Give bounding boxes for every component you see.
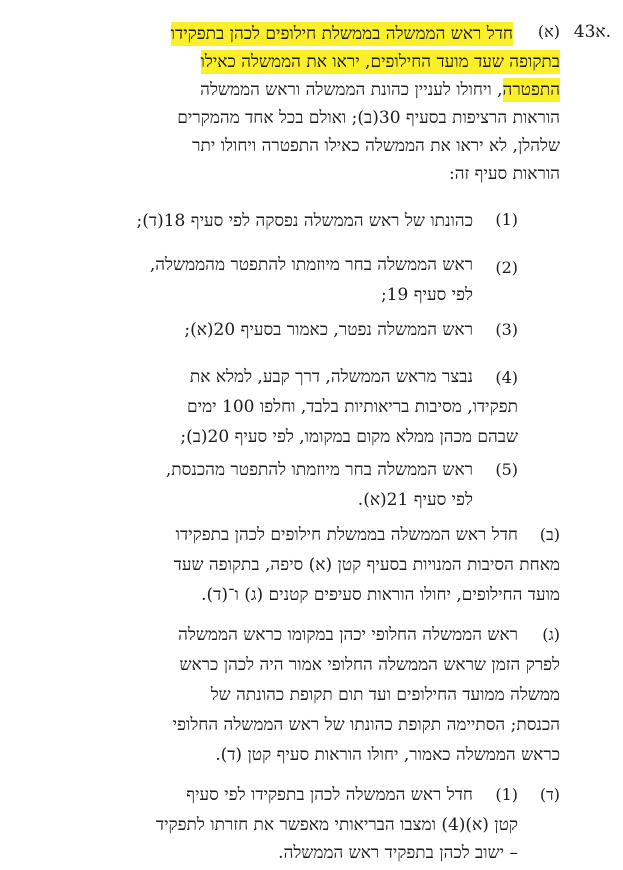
- item-2-text: [63, 250, 473, 310]
- item-5-mark: (5): [495, 460, 518, 479]
- subsection-c-text-cont: [58, 650, 560, 770]
- subsection-c-line-1: ראש הממשלה החלופי יכהן במקומו כראש הממשלה: [178, 625, 518, 645]
- item-3-text: [63, 315, 473, 345]
- item-5-line-1: ראש הממשלה בחר מיוזמתו להתפטר מהכנסת,: [165, 460, 473, 480]
- subsection-c-text: [58, 620, 518, 650]
- subsection-c-line-4: הכנסת; הסתיימה תקופת כהונתו של ראש הממשלה החלופי: [172, 715, 560, 735]
- highlighted-text: חדל ראש הממשלה בממשלת חילופים לכהן בתפקידו: [170, 24, 513, 44]
- subsection-a-line-1: [58, 20, 513, 48]
- subsection-d-text-cont: [58, 810, 518, 840]
- item-1-mark: (1): [495, 210, 518, 229]
- subsection-d-line-1: חדל ראש הממשלה לכהן בתפקידו לפי סעיף: [186, 785, 473, 805]
- subsection-b-mark: (ב): [539, 525, 560, 544]
- subsection-c-line-3: ממשלה ממועד החילופים ועד תום תקופת כהונתה של: [210, 685, 560, 705]
- item-1-line-1: כהונתו של ראש הממשלה נפסקה לפי סעיף 18(ד);: [136, 211, 473, 231]
- item-4-line-2: תפקידו, מסיבות בריאותיות בלבד, וחלפו 100 ימים: [187, 397, 518, 417]
- subsection-d-text: [58, 780, 473, 810]
- subsection-a-continuation: , ויחולו לעניין כהונת הממשלה וראש הממשלה: [200, 80, 503, 100]
- subsection-c-line-2: לפרק הזמן שראש הממשלה החלופי אמור היה לכהן כראש: [179, 655, 560, 675]
- subsection-d-line-2: קטן (א)(4) ומצבו הבריאותי מאפשר את חזרתו לתפקיד: [155, 815, 518, 835]
- subsection-d-mark: (ד): [539, 785, 560, 804]
- item-5-line-2: לפי סעיף 21(א).: [357, 490, 473, 510]
- item-3-mark: (3): [495, 320, 518, 339]
- item-2-line-1: ראש הממשלה בחר מיוזמתו להתפטר מהממשלה,: [149, 255, 473, 275]
- subsection-b-text: [58, 520, 518, 550]
- subsection-a-mark: (א): [537, 22, 560, 41]
- item-2-mark: (2): [495, 258, 518, 277]
- highlighted-text: בתקופה שעד מועד החילופים, יראו את הממשלה כאילו: [200, 52, 560, 72]
- item-2-line-2: לפי סעיף 19;: [380, 285, 473, 305]
- item-3-line-1: ראש הממשלה נפטר, כאמור בסעיף 20(א);: [184, 320, 473, 340]
- item-1-text: [63, 206, 473, 236]
- section-number: 43א.: [573, 22, 611, 42]
- subsection-a-line-6: הוראות סעיף זה:: [448, 164, 560, 184]
- subsection-b-line-3: מועד החילופים, יחולו הוראות סעיפים קטנים (ג) ו־(ד).: [201, 585, 560, 605]
- subsection-a-text-cont: [60, 48, 560, 188]
- subsection-d-line-3: – ישוב לכהן בתפקיד ראש הממשלה.: [278, 843, 518, 863]
- item-5-text: [63, 455, 473, 515]
- subsection-b-line-2: מאחת הסיבות המנויות בסעיף קטן (א) סיפה, בתקופה שעד: [173, 555, 560, 575]
- item-4-text: [63, 362, 473, 392]
- item-4-mark: (4): [495, 368, 518, 387]
- subsection-b-text-cont: [58, 550, 560, 610]
- subsection-c-line-5: כראש הממשלה כאמור, יחולו הוראות סעיף קטן (ד).: [215, 745, 560, 765]
- subsection-a-line-4: הוראות הרציפות בסעיף 30(ב); ואולם בכל אחד מהמקרים: [177, 108, 560, 128]
- subsection-a-line-2: [60, 48, 560, 76]
- highlighted-text: התפטרה: [502, 80, 560, 100]
- item-4-line-1: נבצר מראש הממשלה, דרך קבע, למלא את: [189, 367, 473, 387]
- subsection-d-text-end: [58, 838, 518, 868]
- subsection-a-line-5: שלהלן, לא יראו את הממשלה כאילו התפטרה ויחולו יתר: [192, 136, 560, 156]
- item-4-text-cont: [63, 392, 518, 452]
- subsection-a-line-3: [60, 76, 560, 104]
- subsection-a-text: [58, 20, 513, 48]
- subsection-c-mark: (ג): [542, 625, 560, 644]
- item-4-line-3: שבהם מכהן ממלא מקום במקומו, לפי סעיף 20(ב);: [180, 427, 518, 447]
- subsection-d-item-mark: (1): [495, 785, 518, 804]
- subsection-b-line-1: חדל ראש הממשלה בממשלת חילופים לכהן בתפקידו: [175, 525, 518, 545]
